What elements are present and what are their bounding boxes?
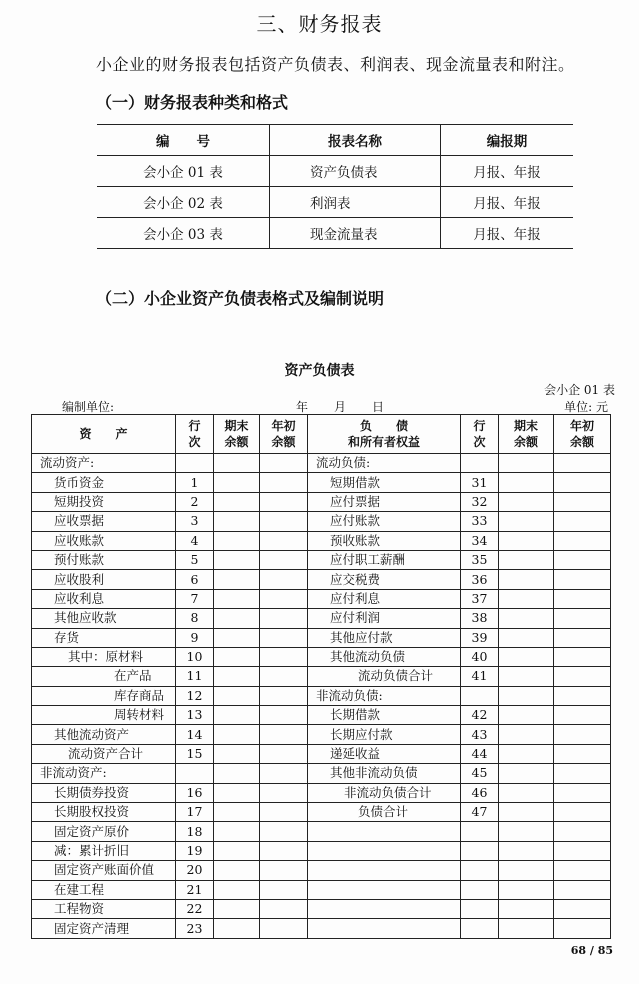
asset-begin-balance	[260, 512, 308, 531]
asset-end-balance	[214, 667, 260, 686]
asset-label: 工程物资	[32, 899, 176, 918]
table-row	[32, 783, 611, 802]
asset-begin-balance	[260, 899, 308, 918]
liability-begin-balance	[554, 861, 611, 880]
liability-begin-balance	[554, 803, 611, 822]
asset-begin-balance	[260, 570, 308, 589]
asset-end-balance	[214, 744, 260, 763]
table-row	[97, 218, 573, 249]
liability-line	[461, 919, 499, 938]
asset-line: 2	[176, 492, 214, 511]
asset-line: 19	[176, 841, 214, 860]
liability-line: 35	[461, 550, 499, 569]
liability-begin-balance	[554, 725, 611, 744]
balance-sheet-title: 资产负债表	[284, 363, 355, 379]
asset-end-balance	[214, 725, 260, 744]
table-row	[32, 899, 611, 918]
liability-label: 应付职工薪酬	[308, 550, 461, 569]
cell-period: 月报、年报	[441, 156, 574, 187]
liability-line	[461, 841, 499, 860]
asset-end-balance	[214, 803, 260, 822]
liability-end-balance	[499, 647, 554, 666]
asset-label: 应收账款	[32, 531, 176, 550]
asset-begin-balance	[260, 744, 308, 763]
asset-line: 14	[176, 725, 214, 744]
asset-end-balance	[214, 647, 260, 666]
table-row	[32, 667, 611, 686]
cell-period: 月报、年报	[441, 187, 574, 218]
date-line	[262, 398, 384, 415]
liability-end-balance	[499, 570, 554, 589]
asset-begin-balance	[260, 822, 308, 841]
asset-label: 流动资产:	[32, 454, 176, 473]
header-report-name: 报表名称	[270, 125, 441, 156]
date-month: 月	[334, 400, 347, 414]
header-period: 编报期	[441, 125, 574, 156]
asset-line: 10	[176, 647, 214, 666]
asset-label: 存货	[32, 628, 176, 647]
liability-label	[308, 861, 461, 880]
liability-begin-balance	[554, 919, 611, 938]
cell-report-name: 利润表	[270, 187, 441, 218]
liability-begin-balance	[554, 706, 611, 725]
table-row	[32, 841, 611, 860]
asset-label: 应收利息	[32, 589, 176, 608]
liability-begin-balance	[554, 822, 611, 841]
table-row	[32, 919, 611, 938]
liability-begin-balance	[554, 783, 611, 802]
liability-line: 32	[461, 492, 499, 511]
asset-line: 7	[176, 589, 214, 608]
liability-line	[461, 880, 499, 899]
currency-unit: 单位: 元	[564, 400, 608, 414]
header-line-left: 行 次	[176, 415, 214, 454]
header-line-right: 行 次	[461, 415, 499, 454]
liability-begin-balance	[554, 880, 611, 899]
asset-line: 16	[176, 783, 214, 802]
cell-report-name: 资产负债表	[270, 156, 441, 187]
liability-begin-balance	[554, 473, 611, 492]
asset-label: 固定资产账面价值	[32, 861, 176, 880]
liability-label	[308, 899, 461, 918]
asset-begin-balance	[260, 628, 308, 647]
asset-begin-balance	[260, 667, 308, 686]
asset-end-balance	[214, 783, 260, 802]
asset-begin-balance	[260, 725, 308, 744]
asset-begin-balance	[260, 764, 308, 783]
table-row	[32, 550, 611, 569]
asset-line	[176, 764, 214, 783]
liability-begin-balance	[554, 531, 611, 550]
liability-end-balance	[499, 803, 554, 822]
liability-line: 44	[461, 744, 499, 763]
asset-end-balance	[214, 473, 260, 492]
table-row	[32, 570, 611, 589]
table-row	[32, 473, 611, 492]
balance-sheet-table	[31, 414, 611, 939]
table-row	[32, 531, 611, 550]
asset-begin-balance	[260, 706, 308, 725]
liability-line	[461, 822, 499, 841]
liability-label: 流动负债合计	[308, 667, 461, 686]
liability-end-balance	[499, 609, 554, 628]
cell-code: 会小企 01 表	[97, 156, 270, 187]
asset-end-balance	[214, 822, 260, 841]
liability-label	[308, 880, 461, 899]
table-row	[32, 492, 611, 511]
liability-label: 其他应付款	[308, 628, 461, 647]
liability-line: 46	[461, 783, 499, 802]
asset-begin-balance	[260, 783, 308, 802]
asset-begin-balance	[260, 492, 308, 511]
asset-label: 流动资产合计	[32, 744, 176, 763]
liability-label: 长期借款	[308, 706, 461, 725]
liability-end-balance	[499, 880, 554, 899]
asset-begin-balance	[260, 550, 308, 569]
page-number: 68 / 85	[570, 944, 613, 957]
asset-line: 11	[176, 667, 214, 686]
liability-end-balance	[499, 589, 554, 608]
liability-begin-balance	[554, 628, 611, 647]
asset-line: 9	[176, 628, 214, 647]
asset-end-balance	[214, 919, 260, 938]
liability-end-balance	[499, 473, 554, 492]
report-types-table	[97, 124, 573, 249]
asset-label: 库存商品	[32, 686, 176, 705]
asset-end-balance	[214, 841, 260, 860]
header-end-right: 期末 余额	[499, 415, 554, 454]
asset-label: 固定资产原价	[32, 822, 176, 841]
page-title: 三、财务报表	[256, 12, 383, 36]
asset-end-balance	[214, 492, 260, 511]
liability-label: 短期借款	[308, 473, 461, 492]
asset-begin-balance	[260, 861, 308, 880]
asset-begin-balance	[260, 880, 308, 899]
asset-begin-balance	[260, 647, 308, 666]
asset-begin-balance	[260, 609, 308, 628]
liability-end-balance	[499, 492, 554, 511]
liability-label: 非流动负债合计	[308, 783, 461, 802]
asset-end-balance	[214, 899, 260, 918]
balance-sheet-body	[32, 454, 611, 939]
liability-label: 应付利息	[308, 589, 461, 608]
liability-label: 应付利润	[308, 609, 461, 628]
liability-end-balance	[499, 667, 554, 686]
table-row	[32, 803, 611, 822]
asset-line: 23	[176, 919, 214, 938]
liability-begin-balance	[554, 647, 611, 666]
table-row	[32, 744, 611, 763]
asset-end-balance	[214, 531, 260, 550]
liability-begin-balance	[554, 841, 611, 860]
asset-label: 减：累计折旧	[32, 841, 176, 860]
liability-label: 应交税费	[308, 570, 461, 589]
section-heading-1: （一）财务报表种类和格式	[96, 93, 289, 112]
cell-report-name: 现金流量表	[270, 218, 441, 249]
liability-line: 41	[461, 667, 499, 686]
liability-begin-balance	[554, 492, 611, 511]
asset-end-balance	[214, 764, 260, 783]
liability-line: 43	[461, 725, 499, 744]
liability-label: 长期应付款	[308, 725, 461, 744]
liability-end-balance	[499, 628, 554, 647]
liability-line: 31	[461, 473, 499, 492]
asset-end-balance	[214, 628, 260, 647]
asset-line: 5	[176, 550, 214, 569]
liability-begin-balance	[554, 609, 611, 628]
liability-end-balance	[499, 725, 554, 744]
asset-begin-balance	[260, 803, 308, 822]
liability-label: 递延收益	[308, 744, 461, 763]
liability-label: 其他非流动负债	[308, 764, 461, 783]
table-row	[32, 628, 611, 647]
liability-line: 42	[461, 706, 499, 725]
liability-line	[461, 454, 499, 473]
header-begin-right: 年初 余额	[554, 415, 611, 454]
liability-label	[308, 822, 461, 841]
table-row	[32, 454, 611, 473]
liability-end-balance	[499, 919, 554, 938]
asset-begin-balance	[260, 686, 308, 705]
table-row	[97, 156, 573, 187]
table-row	[32, 686, 611, 705]
asset-line: 22	[176, 899, 214, 918]
asset-label: 其他流动资产	[32, 725, 176, 744]
asset-label: 应收股利	[32, 570, 176, 589]
liability-line	[461, 899, 499, 918]
liability-begin-balance	[554, 589, 611, 608]
section-heading-2: （二）小企业资产负债表格式及编制说明	[96, 289, 385, 308]
liability-begin-balance	[554, 764, 611, 783]
asset-end-balance	[214, 454, 260, 473]
liability-begin-balance	[554, 744, 611, 763]
liability-line: 37	[461, 589, 499, 608]
asset-label: 固定资产清理	[32, 919, 176, 938]
asset-line: 21	[176, 880, 214, 899]
header-end-left: 期末 余额	[214, 415, 260, 454]
asset-begin-balance	[260, 531, 308, 550]
asset-label: 周转材料	[32, 706, 176, 725]
asset-label: 货币资金	[32, 473, 176, 492]
liability-line: 40	[461, 647, 499, 666]
liability-line: 38	[461, 609, 499, 628]
liability-label: 应付票据	[308, 492, 461, 511]
liability-line: 45	[461, 764, 499, 783]
asset-line: 1	[176, 473, 214, 492]
liability-end-balance	[499, 686, 554, 705]
liability-begin-balance	[554, 686, 611, 705]
asset-label: 应收票据	[32, 512, 176, 531]
cell-code: 会小企 03 表	[97, 218, 270, 249]
asset-end-balance	[214, 706, 260, 725]
liability-end-balance	[499, 706, 554, 725]
liability-end-balance	[499, 861, 554, 880]
liability-line: 36	[461, 570, 499, 589]
asset-label: 短期投资	[32, 492, 176, 511]
liability-end-balance	[499, 512, 554, 531]
asset-line	[176, 454, 214, 473]
liability-end-balance	[499, 783, 554, 802]
asset-end-balance	[214, 570, 260, 589]
date-day: 日	[372, 400, 385, 414]
asset-line: 13	[176, 706, 214, 725]
cell-period: 月报、年报	[441, 218, 574, 249]
liability-end-balance	[499, 764, 554, 783]
liability-end-balance	[499, 454, 554, 473]
table-row	[32, 512, 611, 531]
liability-label	[308, 841, 461, 860]
asset-line: 6	[176, 570, 214, 589]
asset-end-balance	[214, 861, 260, 880]
asset-line: 20	[176, 861, 214, 880]
liability-end-balance	[499, 841, 554, 860]
asset-label: 在产品	[32, 667, 176, 686]
asset-end-balance	[214, 880, 260, 899]
asset-line: 4	[176, 531, 214, 550]
asset-label: 其他应收款	[32, 609, 176, 628]
form-code: 会小企 01 表	[544, 383, 615, 397]
table-row	[32, 880, 611, 899]
asset-label: 在建工程	[32, 880, 176, 899]
header-begin-left: 年初 余额	[260, 415, 308, 454]
table-header-row	[97, 125, 573, 156]
asset-label: 长期股权投资	[32, 803, 176, 822]
asset-begin-balance	[260, 841, 308, 860]
asset-line: 18	[176, 822, 214, 841]
asset-begin-balance	[260, 473, 308, 492]
asset-end-balance	[214, 686, 260, 705]
table-row	[32, 706, 611, 725]
liability-end-balance	[499, 550, 554, 569]
liability-end-balance	[499, 744, 554, 763]
cell-code: 会小企 02 表	[97, 187, 270, 218]
asset-line: 8	[176, 609, 214, 628]
table-row	[32, 609, 611, 628]
liability-line	[461, 861, 499, 880]
liability-label	[308, 919, 461, 938]
asset-label: 长期债券投资	[32, 783, 176, 802]
table-row	[32, 764, 611, 783]
liability-begin-balance	[554, 454, 611, 473]
balance-sheet-header	[32, 415, 611, 454]
liability-label: 应付账款	[308, 512, 461, 531]
liability-line: 47	[461, 803, 499, 822]
table-row	[32, 822, 611, 841]
asset-end-balance	[214, 589, 260, 608]
asset-label: 非流动资产:	[32, 764, 176, 783]
asset-line: 12	[176, 686, 214, 705]
liability-begin-balance	[554, 570, 611, 589]
asset-end-balance	[214, 550, 260, 569]
liability-label: 其他流动负债	[308, 647, 461, 666]
table-row	[97, 187, 573, 218]
liability-end-balance	[499, 822, 554, 841]
asset-end-balance	[214, 512, 260, 531]
liability-label: 非流动负债:	[308, 686, 461, 705]
asset-line: 3	[176, 512, 214, 531]
asset-line: 15	[176, 744, 214, 763]
liability-line: 39	[461, 628, 499, 647]
header-assets: 资 产	[32, 415, 176, 454]
liability-label: 负债合计	[308, 803, 461, 822]
preparer-unit-label: 编制单位:	[62, 400, 115, 414]
date-year: 年	[296, 400, 309, 414]
asset-line: 17	[176, 803, 214, 822]
asset-label: 预付账款	[32, 550, 176, 569]
liability-line	[461, 686, 499, 705]
table-row	[32, 725, 611, 744]
asset-begin-balance	[260, 589, 308, 608]
table-row	[32, 589, 611, 608]
table-row	[32, 647, 611, 666]
liability-end-balance	[499, 531, 554, 550]
asset-label: 其中：原材料	[32, 647, 176, 666]
liability-begin-balance	[554, 512, 611, 531]
liability-label: 流动负债:	[308, 454, 461, 473]
liability-label: 预收账款	[308, 531, 461, 550]
asset-begin-balance	[260, 919, 308, 938]
asset-end-balance	[214, 609, 260, 628]
asset-begin-balance	[260, 454, 308, 473]
liability-begin-balance	[554, 550, 611, 569]
header-code: 编 号	[97, 125, 270, 156]
table-row	[32, 861, 611, 880]
liability-begin-balance	[554, 899, 611, 918]
liability-line: 34	[461, 531, 499, 550]
header-liabilities: 负 债 和所有者权益	[308, 415, 461, 454]
liability-line: 33	[461, 512, 499, 531]
liability-end-balance	[499, 899, 554, 918]
liability-begin-balance	[554, 667, 611, 686]
intro-paragraph: 小企业的财务报表包括资产负债表、利润表、现金流量表和附注。	[96, 55, 575, 74]
